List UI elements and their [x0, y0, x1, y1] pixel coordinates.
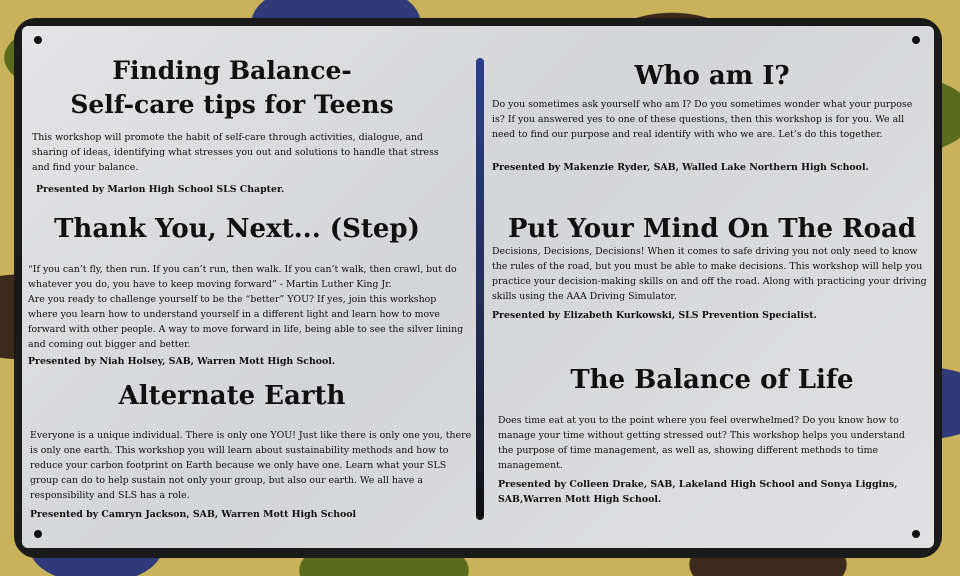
corner-screw-icon	[912, 530, 920, 538]
thank-you-next-quote: “If you can’t fly, then run. If you can’t run, then walk. If you can’t walk, then crawl, but do whatever you do, you have to keep moving forward” - Martin Luther King Jr.	[28, 264, 457, 290]
corner-screw-icon	[34, 530, 42, 538]
alternate-earth-description: Everyone is a unique individual. There is only one YOU! Just like there is only one you, there is only one earth. This workshop you will learn about sustainability methods and how to reduce your carbon footprint on Earth because we only have one. Learn what your SLS group can do to help sustain not only your group, but also our earth. We all have a responsibility and SLS has a role.	[30, 430, 472, 501]
mind-on-road-presenter: Presented by Elizabeth Kurkowski, SLS Prevention Specialist.	[492, 310, 817, 321]
finding-balance-presenter: Presented by Marion High School SLS Chapter.	[36, 184, 285, 195]
poster-panel	[22, 26, 934, 548]
thank-you-next-presenter: Presented by Niah Holsey, SAB, Warren Mott High School.	[28, 356, 336, 367]
thank-you-next-title: Thank You, Next... (Step)	[54, 214, 420, 244]
balance-of-life-presenter: Presented by Colleen Drake, SAB, Lakeland High School and Sonya Liggins, SAB,Warren Mott High School.	[498, 479, 898, 505]
corner-screw-icon	[34, 36, 42, 44]
mind-on-road-title: Put Your Mind On The Road	[507, 214, 917, 244]
alternate-earth-title: Alternate Earth	[118, 381, 346, 411]
mind-on-road-description: Decisions, Decisions, Decisions! When it comes to safe driving you not only need to know the rules of the road, but you must be able to make decisions. This workshop will help you practice your decision-making skills on and off the road. Along with practicing your driving skills using the AAA Driving Simulator.	[492, 246, 927, 302]
finding-balance-title-line1: Finding Balance-	[112, 56, 352, 85]
who-am-i-title: Who am I?	[634, 61, 790, 91]
who-am-i-presenter: Presented by Makenzie Ryder, SAB, Walled Lake Northern High School.	[492, 162, 869, 173]
balance-of-life-description: Does time eat at you to the point where you feel overwhelmed? Do you know how to manage your time without getting stressed out? This workshop helps you understand the purpose of time management, as well as, showing different methods to time management.	[498, 415, 905, 471]
corner-screw-icon	[912, 36, 920, 44]
balance-of-life-title: The Balance of Life	[570, 365, 854, 395]
thank-you-next-description: Are you ready to challenge yourself to be the “better” YOU? If yes, join this workshop where you learn how to understand yourself in a different light and learn how to move forward with other people. A way to move forward in life, being able to see the silver lining and coming out bigger and better.	[28, 294, 464, 350]
finding-balance-description: This workshop will promote the habit of self-care through activities, dialogue, and sharing of ideas, identifying what stresses you out and solutions to handle that stress and find your balance.	[32, 132, 439, 173]
alternate-earth-presenter: Presented by Camryn Jackson, SAB, Warren Mott High School	[30, 509, 357, 520]
who-am-i-description: Do you sometimes ask yourself who am I? Do you sometimes wonder what your purpose is? If you answered yes to one of these questions, then this workshop is for you. We all need to find our purpose and real identify with who we are. Let’s do this together.	[492, 99, 913, 140]
column-divider	[476, 58, 484, 520]
finding-balance-title-line2: Self-care tips for Teens	[70, 90, 394, 119]
